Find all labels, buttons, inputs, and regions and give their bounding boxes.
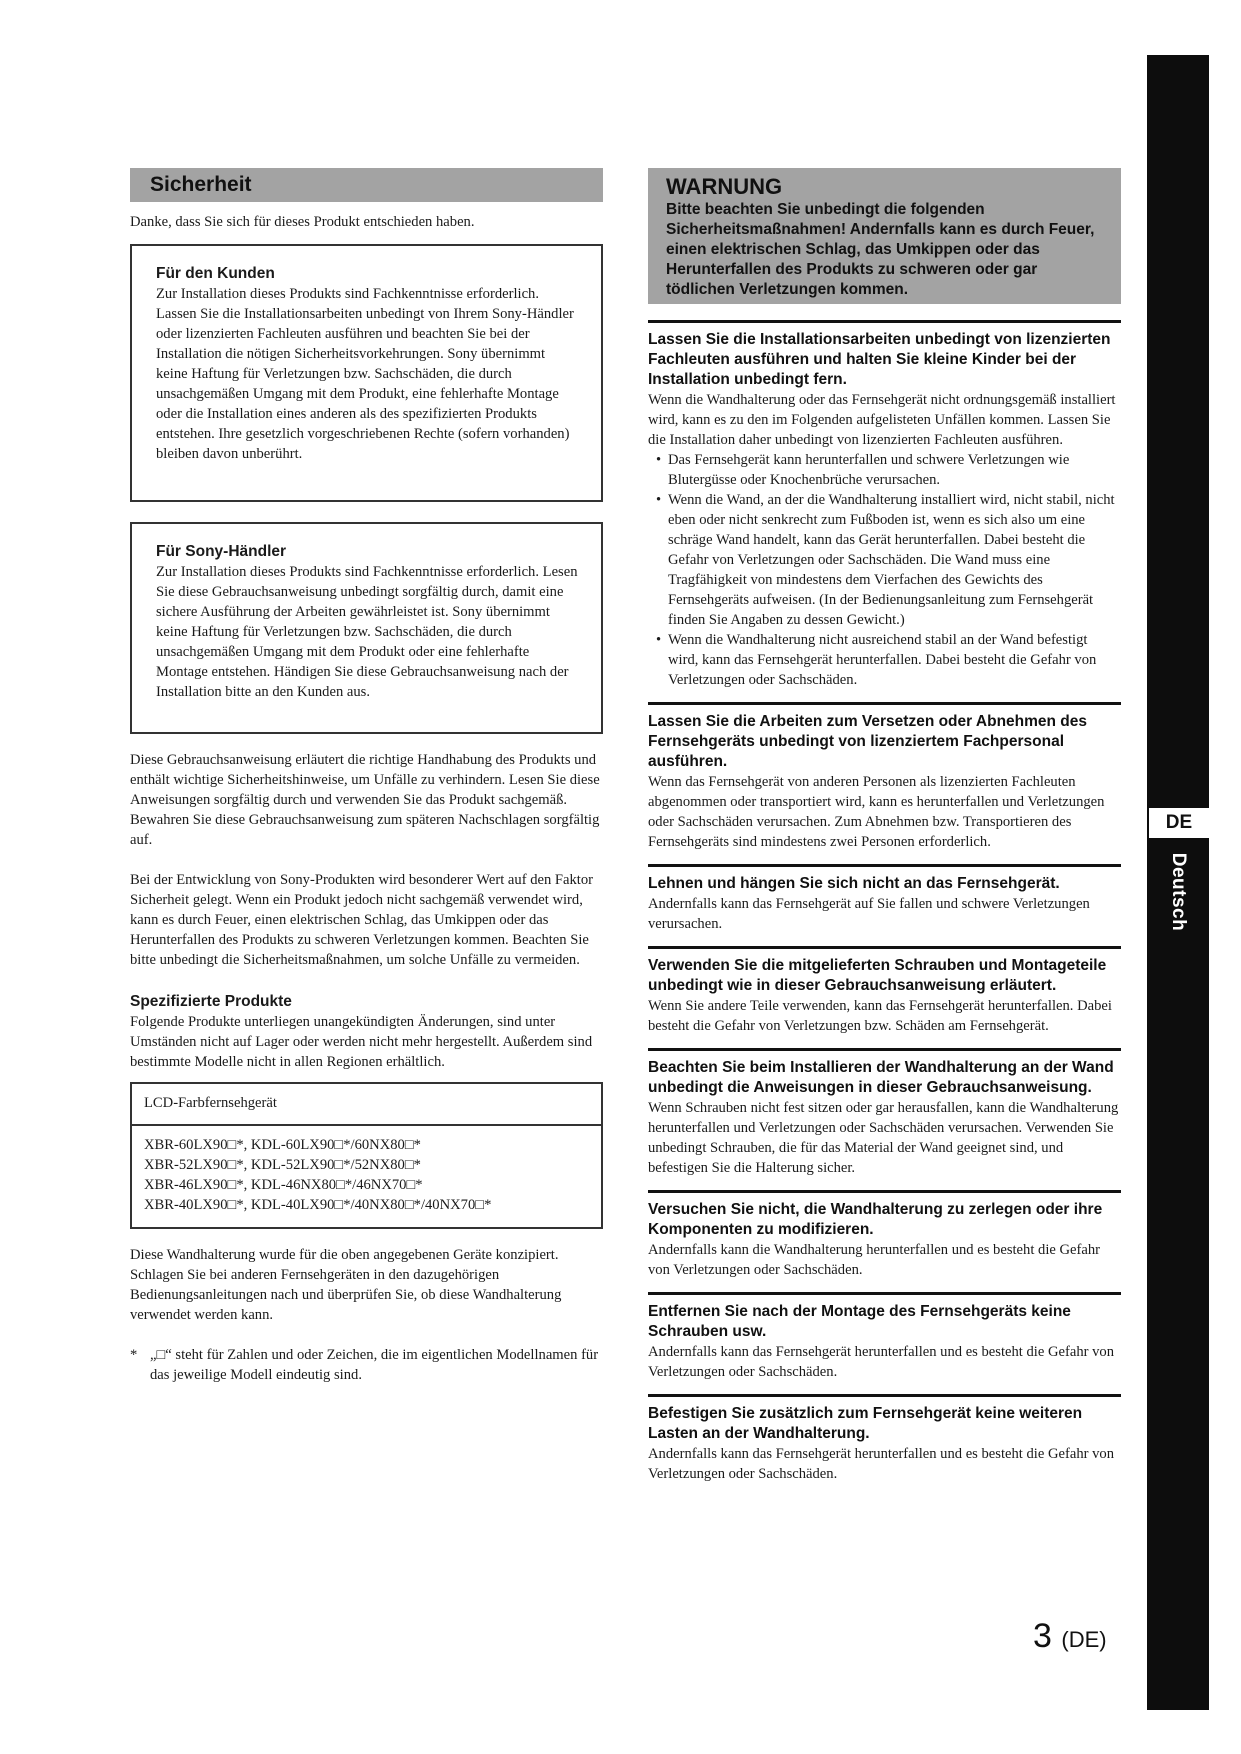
warning-item-text: Andernfalls kann die Wandhalterung herunterfallen und es besteht die Gefahr von Verletzungen oder Sachschäden. [648, 1242, 1101, 1278]
dealer-notice-title: Für Sony-Händler [156, 543, 287, 560]
model-line: XBR-60LX90□*, KDL-60LX90□*/60NX80□* [144, 1137, 421, 1153]
divider-rule [648, 864, 1121, 867]
footnote-text: „□“ steht für Zahlen und oder Zeichen, die im eigentlichen Modellnamen für das jeweilige Modell eindeutig sind. [150, 1347, 599, 1383]
divider-rule [648, 1394, 1121, 1397]
product-table [130, 1082, 603, 1229]
left-column [130, 168, 603, 1385]
divider-rule [648, 1048, 1121, 1051]
model-list [144, 1135, 491, 1215]
warning-item-text: Andernfalls kann das Fernsehgerät herunterfallen und es besteht die Gefahr von Verletzungen oder Sachschäden. [648, 1446, 1115, 1482]
model-line: XBR-52LX90□*, KDL-52LX90□*/52NX80□* [144, 1157, 421, 1173]
specified-products-heading: Spezifizierte Produkte [130, 993, 292, 1010]
warning-item-text: Andernfalls kann das Fernsehgerät auf Sie fallen und schwere Verletzungen verursachen. [648, 896, 1090, 932]
model-line: XBR-46LX90□*, KDL-46NX80□*/46NX70□* [144, 1177, 423, 1193]
section-header [130, 168, 603, 202]
warning-item-text: Andernfalls kann das Fernsehgerät herunterfallen und es besteht die Gefahr von Verletzungen oder Sachschäden. [648, 1344, 1115, 1380]
compatibility-paragraph: Diese Wandhalterung wurde für die oben angegebenen Geräte konzipiert. Schlagen Sie bei anderen Fernsehgeräten in den dazugehörigen Bedienungsanleitungen nach und überprüfen Sie, ob diese Wandhalterung verwendet werden kann. [130, 1247, 562, 1323]
warning-bullet-list [648, 450, 1121, 690]
dealer-notice-text: Zur Installation dieses Produkts sind Fachkenntnisse erforderlich. Lesen Sie diese Gebrauchsanweisung unbedingt sorgfältig durch, damit eine sichere Ausführung der Arbeiten gewährleistet ist. Sony übernimmt keine Haftung für Verletzungen bzw. Sachschäden, die durch unsachgemäßen Umgang mit dem Produkt oder eine fehlerhafte Montage entstehen. Händigen Sie diese Gebrauchsanweisung nach der Installation bitte an den Kunden aus. [156, 564, 578, 700]
page-number-value: 3 [1033, 1617, 1052, 1655]
manual-purpose-paragraph: Diese Gebrauchsanweisung erläutert die richtige Handhabung des Produkts und enthält wichtige Sicherheitshinweise, um Unfälle zu verhindern. Lesen Sie diese Anweisungen sorgfältig durch und verwenden Sie das Produkt sachgemäß. Bewahren Sie diese Gebrauchsanweisung zum späteren Nachschlagen sorgfältig auf. [130, 752, 600, 848]
product-type: LCD-Farbfernsehgerät [144, 1095, 277, 1111]
language-name: Deutsch [1168, 852, 1189, 932]
dealer-notice-box [130, 522, 603, 734]
bullet-item: • Das Fernsehgerät kann herunterfallen und schwere Verletzungen wie Blutergüsse oder Knochenbrüche verursachen. [656, 452, 1070, 488]
section-title: Sicherheit [150, 173, 252, 196]
page-number-suffix: (DE) [1061, 1627, 1107, 1652]
warning-item-title: Lehnen und hängen Sie sich nicht an das Fernsehgerät. [648, 875, 1060, 892]
warning-item-text: Wenn das Fernsehgerät von anderen Personen als lizenzierten Fachleuten abgenommen oder transportiert wird, kann es herunterfallen und Verletzungen oder Sachschäden verursachen. Zum Abnehmen bzw. Transportieren des Fernsehgeräts sind mindestens zwei Personen erforderlich. [648, 774, 1105, 850]
footnote-mark: * [130, 1347, 138, 1363]
page-number [1033, 1616, 1107, 1660]
divider-rule [648, 320, 1121, 323]
language-tab [1147, 808, 1209, 838]
warning-item-text: Wenn die Wandhalterung oder das Fernsehgerät nicht ordnungsgemäß installiert wird, kann es zu den im Folgenden aufgelisteten Unfällen kommen. Lassen Sie die Installation daher unbedingt von lizenzierten Fachleuten ausführen. [648, 392, 1116, 448]
language-code: DE [1165, 812, 1193, 833]
warning-text: Bitte beachten Sie unbedingt die folgenden Sicherheitsmaßnahmen! Andernfalls kann es durch Feuer, einen elektrischen Schlag, das Umkippen oder das Herunterfallen des Produkts zu schweren oder gar tödlichen Verletzungen kommen. [666, 201, 1095, 298]
specified-products-text: Folgende Produkte unterliegen unangekündigten Änderungen, sind unter Umständen nicht auf Lager oder werden nicht mehr hergestellt. Außerdem sind bestimmte Modelle nicht in allen Regionen erhältlich. [130, 1014, 593, 1070]
bullet-item: • Wenn die Wand, an der die Wandhalterung installiert wird, nicht stabil, nicht eben oder nicht senkrecht zum Fußboden ist, wenn es sich also um eine schräge Wand handelt, kann das Gerät herunterfallen. Dabei besteht die Gefahr von Verletzungen oder Sachschäden. Die Wand muss eine Tragfähigkeit von mindestens dem Vierfachen des Gewichts des Fernsehgeräts aufweisen. (In der Bedienungsanleitung zum Fernsehgerät finden Sie Angaben zu dessen Gewicht.) [656, 492, 1115, 628]
warning-item-title: Beachten Sie beim Installieren der Wandhalterung an der Wand unbedingt die Anweisungen in dieser Gebrauchsanweisung. [648, 1059, 1114, 1096]
intro-text: Danke, dass Sie sich für dieses Produkt entschieden haben. [130, 214, 475, 230]
warning-box [648, 168, 1121, 304]
divider-rule [648, 946, 1121, 949]
divider-rule [648, 1190, 1121, 1193]
divider-rule [648, 702, 1121, 705]
warning-item-text: Wenn Schrauben nicht fest sitzen oder gar herausfallen, kann die Wandhalterung herunterfallen und Verletzungen oder Sachschäden verursachen. Verwenden Sie unbedingt Schrauben, die für das Material der Wand geeignet sind, und befestigen Sie die Halterung sicher. [648, 1100, 1119, 1176]
table-divider [132, 1124, 601, 1126]
warning-title: WARNUNG [666, 174, 783, 199]
warning-item-title: Befestigen Sie zusätzlich zum Fernsehgerät keine weiteren Lasten an der Wandhalterung. [648, 1405, 1083, 1442]
warning-item-title: Lassen Sie die Arbeiten zum Versetzen oder Abnehmen des Fernsehgeräts unbedingt von lizenziertem Fachpersonal ausführen. [648, 713, 1088, 770]
warning-item-title: Verwenden Sie die mitgelieferten Schrauben und Montageteile unbedingt wie in dieser Gebrauchsanweisung erläutert. [648, 957, 1107, 994]
model-line: XBR-40LX90□*, KDL-40LX90□*/40NX80□*/40NX70□* [144, 1197, 492, 1213]
customer-notice-text: Zur Installation dieses Produkts sind Fachkenntnisse erforderlich. Lassen Sie die Installationsarbeiten unbedingt von Ihrem Sony-Händler oder lizenzierten Fachleuten ausführen und beachten Sie bei der Installation die nötigen Sicherheitsvorkehrungen. Sony übernimmt keine Haftung für Verletzungen bzw. Sachschäden, die durch unsachgemäßen Umgang mit dem Produkt, eine fehlerhafte Montage oder die Installation eines anderen als des spezifizierten Produkts entstehen. Ihre gesetzlich vorgeschriebenen Rechte (sofern vorhanden) bleiben davon unberührt. [156, 286, 574, 462]
customer-notice-title: Für den Kunden [156, 265, 275, 282]
safety-paragraph: Bei der Entwicklung von Sony-Produkten wird besonderer Wert auf den Faktor Sicherheit gelegt. Wenn ein Produkt jedoch nicht sachgemäß verwendet wird, kann es durch Feuer, einen elektrischen Schlag, das Umkippen oder das Herunterfallen des Produkts zu schweren Verletzungen kommen. Beachten Sie bitte unbedingt die Sicherheitsmaßnahmen, um solche Unfälle zu vermeiden. [130, 872, 594, 968]
footnote [130, 1345, 603, 1385]
customer-notice-box [130, 244, 603, 502]
right-column [648, 168, 1121, 1484]
warning-item-text: Wenn Sie andere Teile verwenden, kann das Fernsehgerät herunterfallen. Dabei besteht die Gefahr von Verletzungen bzw. Schäden am Fernsehgerät. [648, 998, 1112, 1034]
divider-rule [648, 1292, 1121, 1295]
warning-item-title: Entfernen Sie nach der Montage des Fernsehgeräts keine Schrauben usw. [648, 1303, 1071, 1340]
bullet-item: • Wenn die Wandhalterung nicht ausreichend stabil an der Wand befestigt wird, kann das Fernsehgerät herunterfallen. Dabei besteht die Gefahr von Verletzungen oder Sachschäden. [656, 632, 1097, 688]
warning-item-title: Versuchen Sie nicht, die Wandhalterung zu zerlegen oder ihre Komponenten zu modifizieren. [648, 1201, 1103, 1238]
warning-item-title: Lassen Sie die Installationsarbeiten unbedingt von lizenzierten Fachleuten ausführen und halten Sie kleine Kinder bei der Installation unbedingt fern. [648, 331, 1111, 388]
